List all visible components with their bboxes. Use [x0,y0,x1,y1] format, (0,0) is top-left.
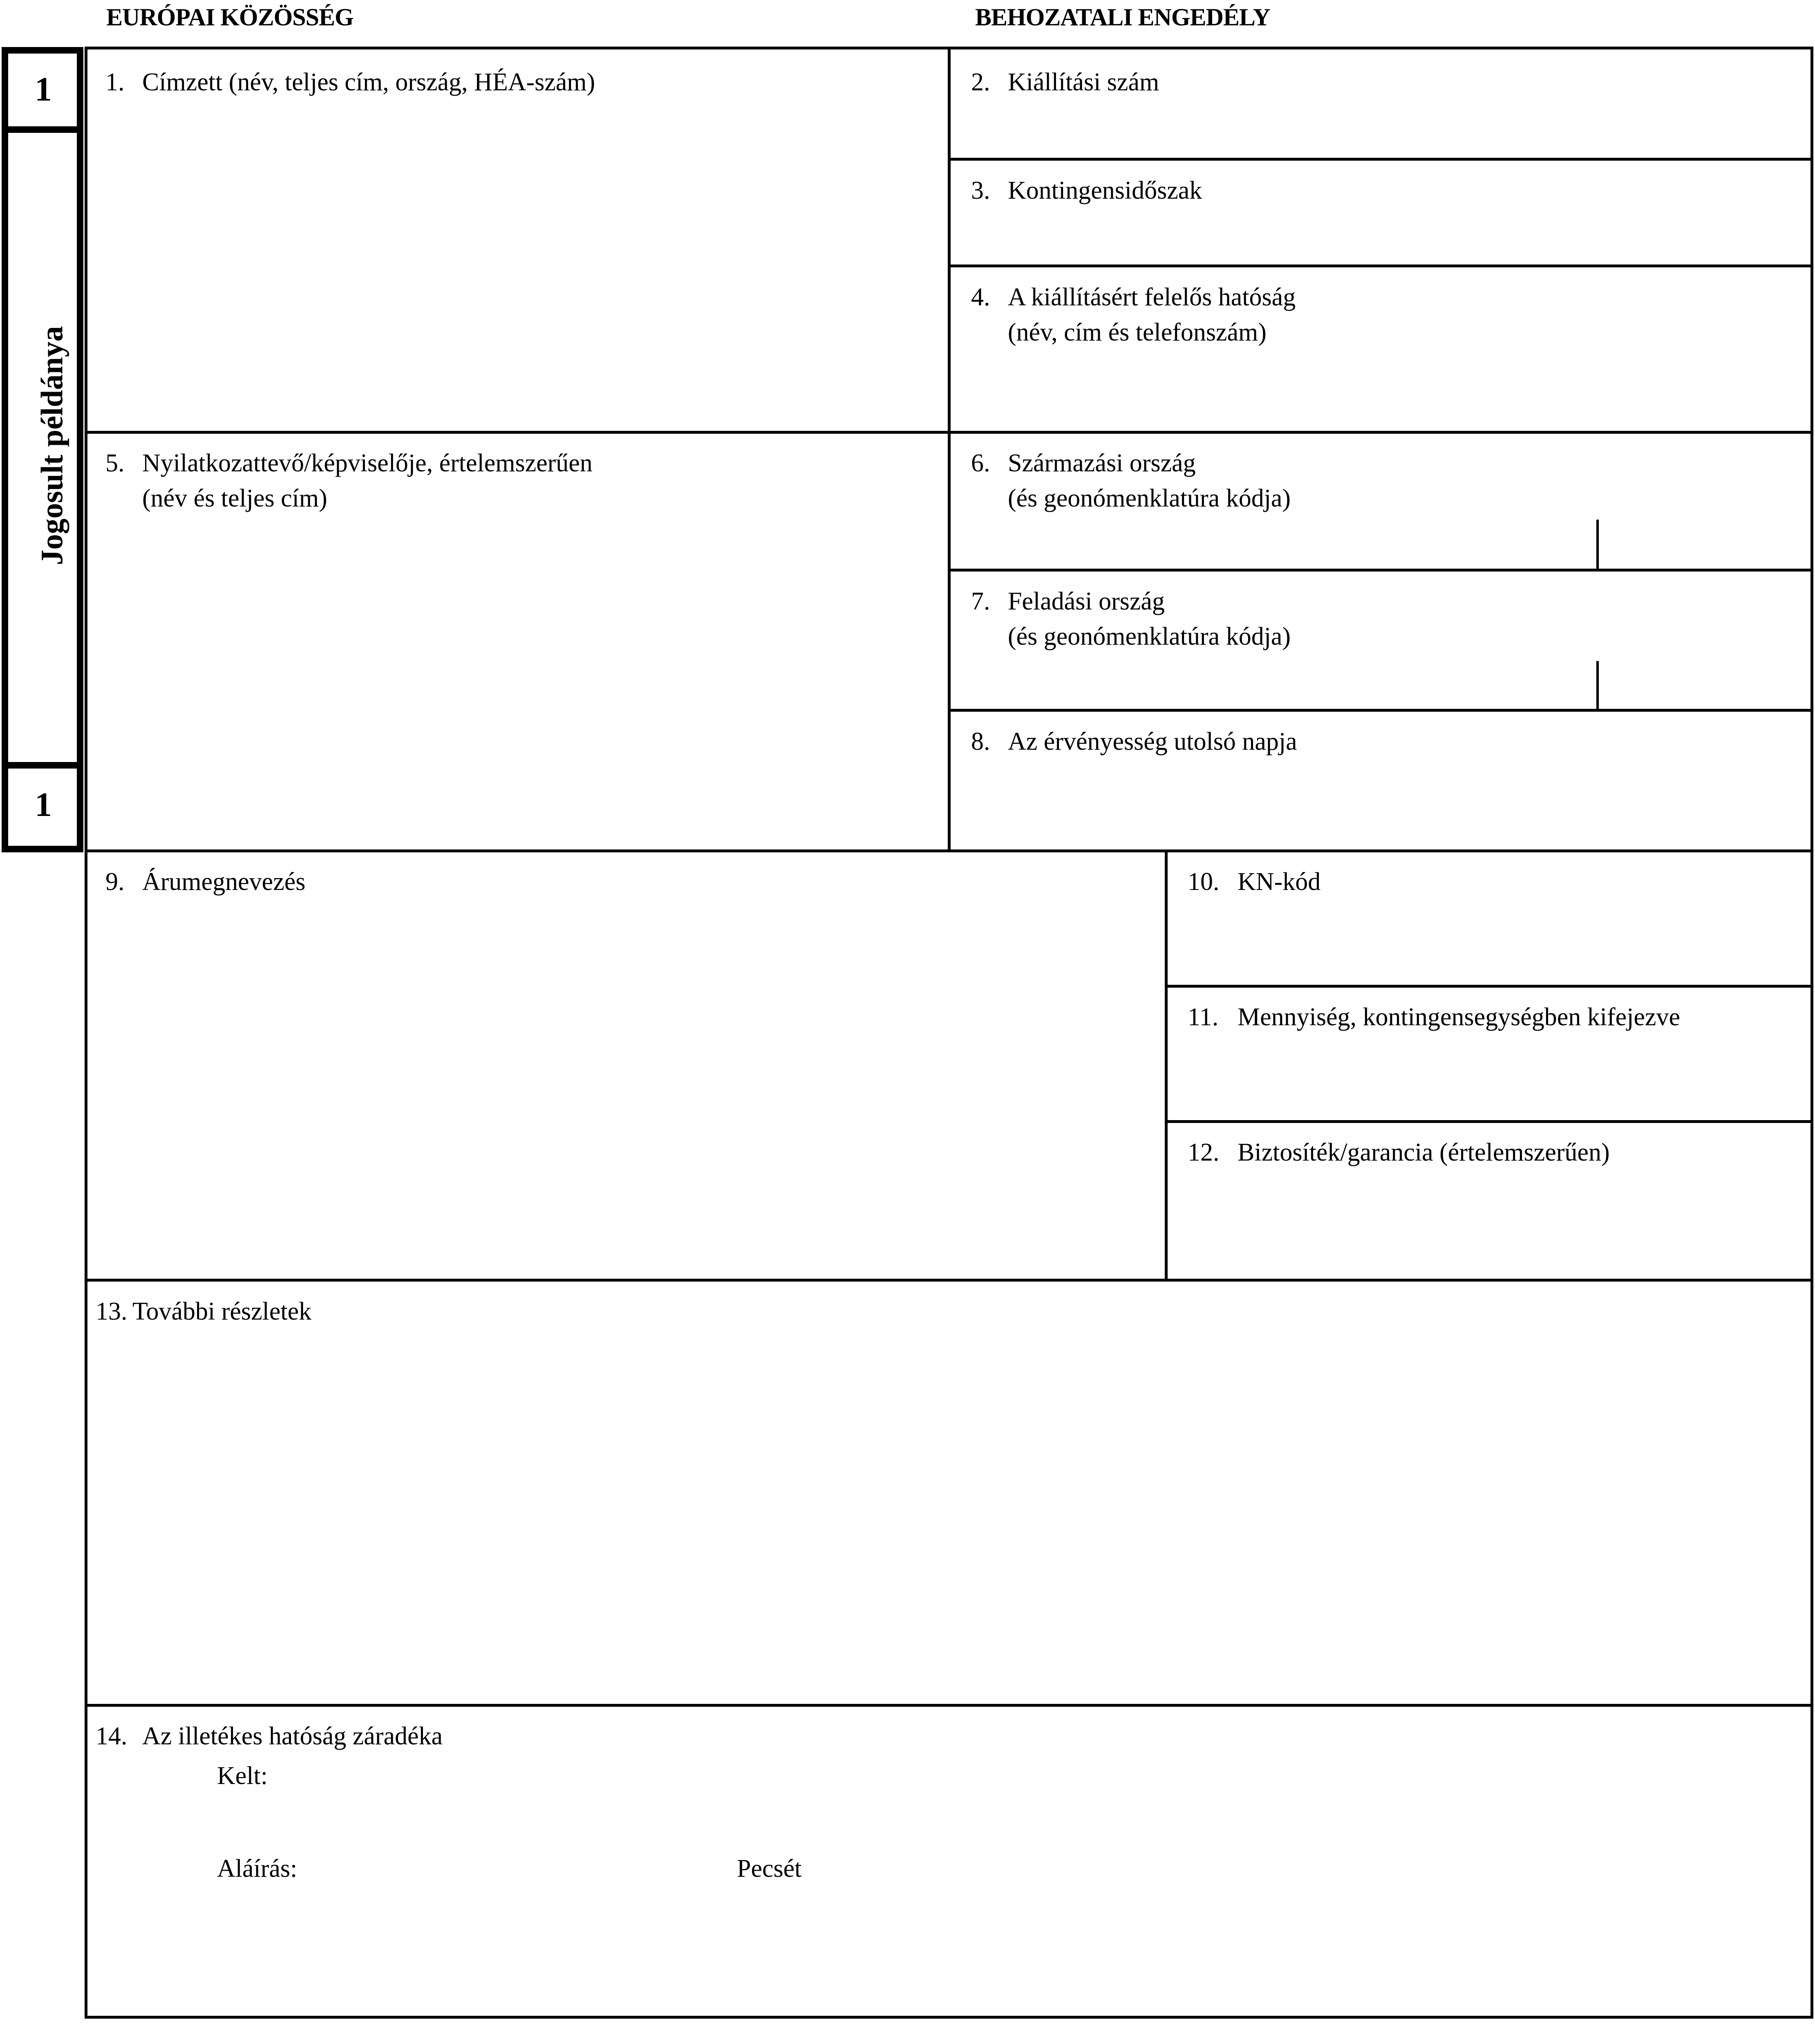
field-number: 14. [96,1722,128,1750]
field-5-declarant[interactable] [105,446,593,516]
field-label: Az illetékes hatóság záradéka [142,1722,443,1750]
field-number: 13. [96,1298,128,1325]
field-3-quota-period[interactable] [971,173,1202,208]
field-label: Kontingensidőszak [1008,177,1202,204]
field-sublabel: (és geonómenklatúra kódja) [1008,623,1291,650]
date-label: Kelt: [217,1762,268,1790]
copy-number-bottom: 1 [35,786,52,824]
divider [85,1279,1813,1282]
field-7-country-of-consignment[interactable] [971,584,1291,654]
field-6-country-of-origin[interactable] [971,446,1291,516]
code-separator [1596,520,1599,569]
field-label: További részletek [132,1298,312,1325]
field-label: Az érvényesség utolsó napja [1008,728,1297,755]
divider [948,158,1813,161]
field-label: Árumegnevezés [142,868,306,896]
divider [85,431,1813,434]
field-sublabel: (név, cím és telefonszám) [1008,318,1267,346]
field-2-serial-number[interactable] [971,65,1159,100]
divider [1165,1120,1813,1123]
field-number: 9. [105,868,125,896]
divider [1165,849,1168,1280]
stamp-label: Pecsét [737,1855,802,1883]
field-number: 6. [971,449,990,477]
field-label: Biztosíték/garancia (értelemszerűen) [1238,1139,1610,1166]
field-label: Feladási ország [1008,587,1165,615]
signature-label: Aláírás: [217,1855,298,1883]
field-8-expiry-date[interactable] [971,724,1297,759]
field-4-issuing-authority[interactable] [971,280,1296,350]
field-number: 4. [971,283,990,311]
field-label: Címzett (név, teljes cím, ország, HÉA-szám) [142,68,595,96]
field-number: 8. [971,728,990,755]
field-number: 7. [971,587,990,615]
field-14-endorsement[interactable] [96,1719,443,1754]
divider [2,762,83,769]
field-12-security[interactable] [1188,1135,1610,1170]
field-10-cn-code[interactable] [1188,864,1320,899]
field-sublabel: (név és teljes cím) [142,484,327,512]
field-number: 2. [971,68,990,96]
copy-number-top: 1 [35,70,52,108]
divider [85,1704,1813,1707]
field-9-goods-description[interactable] [105,864,305,899]
field-13-further-details[interactable] [96,1294,311,1329]
code-separator [1596,661,1599,710]
divider [1165,985,1813,988]
field-number: 11. [1188,1003,1219,1031]
field-number: 10. [1188,868,1220,896]
field-number: 12. [1188,1139,1220,1166]
field-1-consignee[interactable] [105,65,595,100]
divider [85,849,1813,852]
field-sublabel: (és geonómenklatúra kódja) [1008,484,1291,512]
divider [948,569,1813,572]
field-label: Kiállítási szám [1008,68,1159,96]
header-title: BEHOZATALI ENGEDÉLY [975,4,1270,31]
field-label: KN-kód [1238,868,1321,896]
field-11-quantity[interactable] [1188,1000,1680,1035]
divider [2,126,83,133]
field-number: 1. [105,68,125,96]
divider [948,709,1813,712]
divider [948,47,951,852]
header-community: EURÓPAI KÖZÖSSÉG [106,4,354,31]
copy-label: Jogosult példánya [35,326,69,565]
field-label: Származási ország [1008,449,1196,477]
field-label: Mennyiség, kontingensegységben kifejezve [1238,1003,1680,1031]
field-number: 5. [105,449,125,477]
field-label: Nyilatkozattevő/képviselője, értelemszerűen [142,449,593,477]
field-number: 3. [971,177,990,204]
field-label: A kiállításért felelős hatóság [1008,283,1296,311]
divider [948,264,1813,267]
